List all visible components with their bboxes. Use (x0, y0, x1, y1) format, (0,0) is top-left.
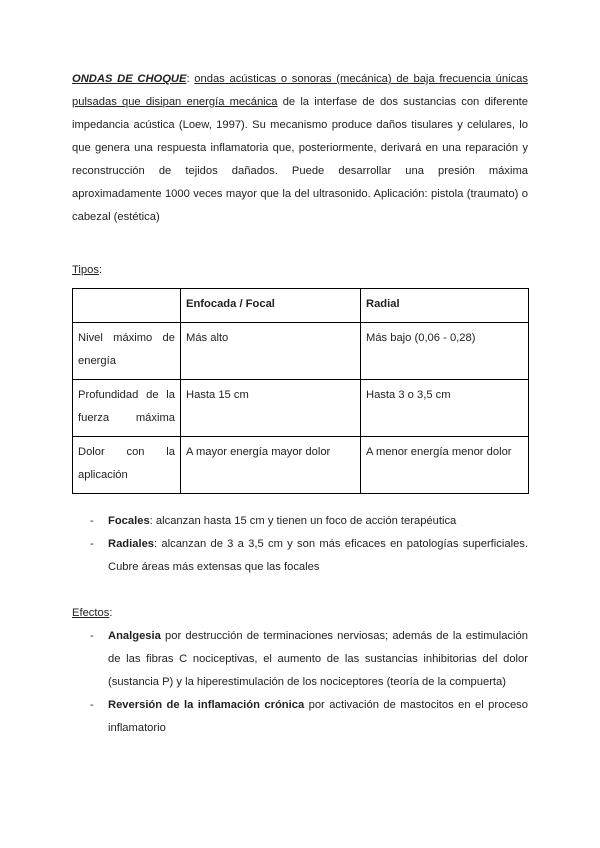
table-row (73, 380, 529, 437)
table-cell: Hasta 3 o 3,5 cm (361, 380, 529, 437)
bullet-dash: - (90, 630, 94, 642)
bullet-text: : alcanzan de 3 a 3,5 cm y son más eficaces en patologías superficiales. Cubre áreas más extensas que las focales (108, 538, 528, 573)
table-row (73, 437, 529, 494)
efectos-bullet-list (72, 625, 528, 740)
tipos-colon: : (98, 264, 103, 276)
bullet-term: Radiales (108, 538, 155, 550)
table-row (73, 323, 529, 380)
bullet-text: : alcanzan hasta 15 cm y tienen un foco de acción terapéutica (149, 515, 457, 527)
intro-rest: de la interfase de dos sustancias con diferente impedancia acústica (Loew, 1997). Su mecanismo produce daños tisulares y celulares, lo que genera una respuesta inflamatoria que, posteriormente, derivará en una reparación y reconstrucción de tejidos dañados. Puede desarrollar una presión máxima aproximadamente 1000 veces mayor que la del ultrasonido. Aplicación: pistola (traumato) o cabezal (estética) (72, 96, 528, 223)
bullet-term: Analgesia (108, 630, 161, 642)
bullet-dash: - (90, 515, 94, 527)
efectos-heading-line (72, 602, 528, 625)
tipos-heading-line (72, 259, 528, 282)
tipos-bullet-list (72, 510, 528, 579)
intro-colon: : (186, 73, 190, 85)
bullet-term: Focales (108, 515, 150, 527)
table-header-cell: Radial (361, 289, 529, 323)
efectos-heading: Efectos (72, 607, 110, 619)
list-item (72, 625, 528, 694)
intro-term: ONDAS DE CHOQUE (72, 73, 187, 85)
table-cell: Más bajo (0,06 - 0,28) (361, 323, 529, 380)
table-cell: Hasta 15 cm (181, 380, 361, 437)
tipos-heading: Tipos (72, 264, 99, 276)
table-cell: A mayor energía mayor dolor (181, 437, 361, 494)
document-page (72, 68, 528, 740)
bullet-term: Reversión de la inflamación crónica (108, 699, 305, 711)
bullet-text: por destrucción de terminaciones nerviosas; además de la estimulación de las fibras C nociceptivas, el aumento de las sustancias inhibitorias del dolor (sustancia P) y la hiperestimulación de los nociceptores (teoría de la compuerta) (108, 630, 528, 688)
table-header-cell (73, 289, 181, 323)
bullet-dash: - (90, 699, 94, 711)
tipos-table (72, 288, 529, 494)
intro-definition: ondas acústicas o sonoras (mecánica) de baja frecuencia únicas pulsadas que disipan energía mecánica (72, 73, 529, 108)
list-item (72, 694, 528, 740)
list-item (72, 510, 528, 533)
table-cell: Más alto (181, 323, 361, 380)
list-item (72, 533, 528, 579)
intro-paragraph (72, 68, 528, 229)
table-cell: Dolor con la aplicación (73, 437, 181, 494)
bullet-text: por activación de mastocitos en el proceso inflamatorio (108, 699, 528, 734)
table-cell: A menor energía menor dolor (361, 437, 529, 494)
bullet-dash: - (90, 538, 94, 550)
efectos-colon: : (109, 607, 113, 619)
table-cell: Profundidad de la fuerza máxima (73, 380, 181, 437)
table-header-row (73, 289, 529, 323)
table-header-cell: Enfocada / Focal (181, 289, 361, 323)
table-cell: Nivel máximo de energía (73, 323, 181, 380)
